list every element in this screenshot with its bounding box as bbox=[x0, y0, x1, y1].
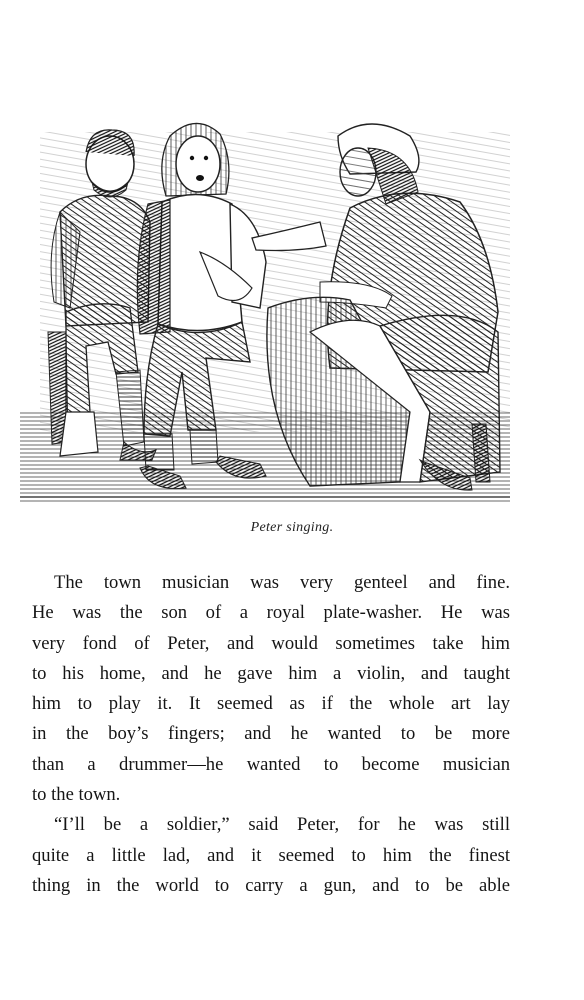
text-line: The town musician was very genteel and fine. bbox=[54, 572, 510, 593]
paragraph bbox=[32, 810, 510, 901]
paragraph bbox=[32, 568, 510, 810]
figure-caption: Peter singing. bbox=[250, 520, 334, 535]
text-line: than a drummer—he wanted to become musician bbox=[32, 753, 510, 775]
text-line: in the boy’s fingers; and he wanted to be more bbox=[32, 723, 510, 745]
text-line: quite a little lad, and it seemed to him the finest bbox=[32, 844, 510, 866]
text-line: to his home, and he gave him a violin, and taught bbox=[32, 662, 510, 684]
text-line: him to play it. It seemed as if the whole art lay bbox=[32, 693, 510, 715]
engraving-illustration bbox=[20, 112, 510, 510]
text-line: thing in the world to carry a gun, and to be able bbox=[32, 874, 510, 896]
text-line: very fond of Peter, and would sometimes take him bbox=[32, 632, 510, 654]
body-text bbox=[32, 568, 510, 901]
text-line: “I’ll be a soldier,” said Peter, for he was still bbox=[54, 814, 510, 836]
peter-singing-engraving bbox=[20, 112, 510, 510]
text-line: to the town. bbox=[32, 784, 121, 806]
text-line: He was the son of a royal plate-washer. He was bbox=[32, 602, 510, 624]
